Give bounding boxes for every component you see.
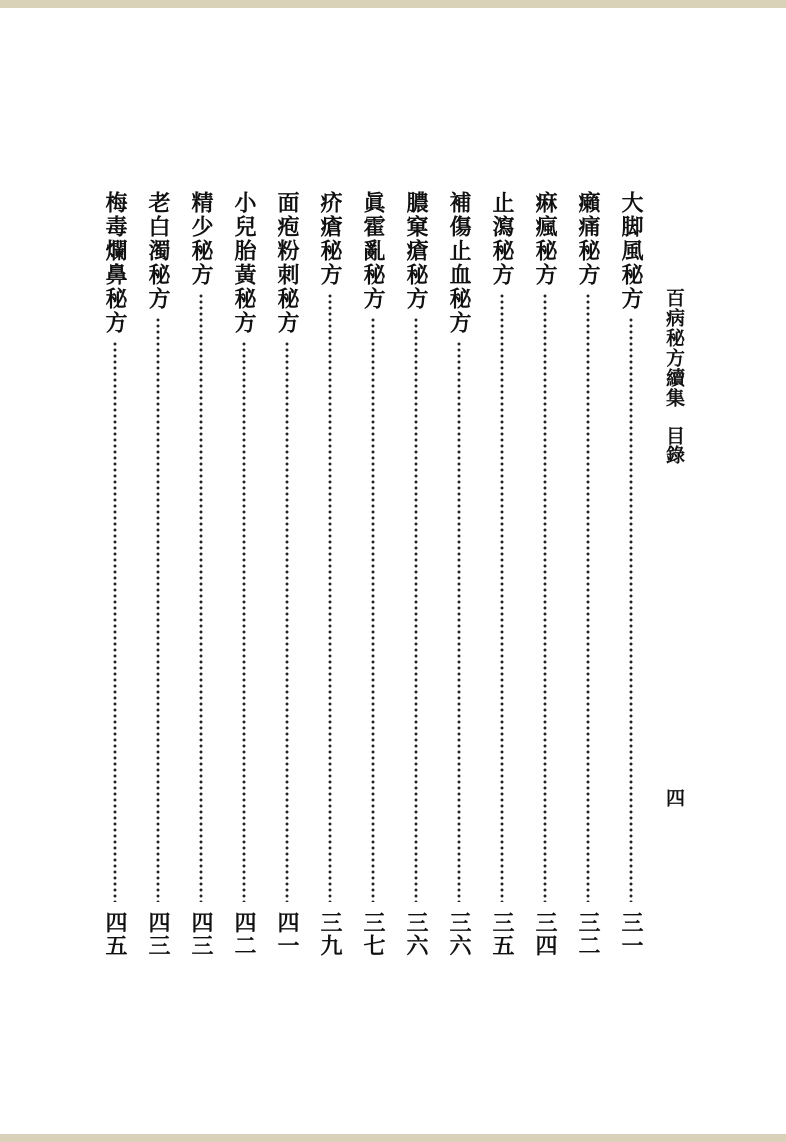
dot-leader [242, 341, 246, 902]
toc-entry-title: 面疱粉刺秘方 [274, 191, 300, 335]
toc-entry-page: 三七 [360, 911, 386, 957]
dot-leader [457, 341, 461, 902]
toc-entry-title: 膿窠瘡秘方 [403, 191, 429, 311]
toc-entry-title: 止瀉秘方 [489, 191, 515, 287]
toc-entry-title: 痳瘋秘方 [532, 191, 558, 287]
toc-entry-page: 三一 [618, 911, 644, 957]
toc-entry-page: 四二 [231, 911, 257, 957]
dot-leader [156, 317, 160, 902]
toc-entry-page: 三六 [446, 911, 472, 957]
dot-leader [371, 317, 375, 902]
toc-entry-page: 三二 [575, 911, 601, 957]
section-label: 目錄 [663, 426, 685, 464]
top-border [0, 0, 786, 8]
toc-entry-page: 三六 [403, 911, 429, 957]
dot-leader [285, 341, 289, 902]
toc-entry-title: 老白濁秘方 [145, 191, 171, 311]
toc-entry-title: 小兒胎黃秘方 [231, 191, 257, 335]
dot-leader [500, 293, 504, 902]
dot-leader [113, 341, 117, 902]
dot-leader [414, 317, 418, 902]
page-number: 四 [663, 788, 685, 807]
toc-entry-page: 四一 [274, 911, 300, 957]
toc-entry-page: 三四 [532, 911, 558, 957]
toc-entry-title: 補傷止血秘方 [446, 191, 472, 335]
toc-entry-page: 三五 [489, 911, 515, 957]
toc-entry-title: 精少秘方 [188, 191, 214, 287]
toc-entry-title: 疥瘡秘方 [317, 191, 343, 287]
toc-entry-title: 大脚風秘方 [618, 191, 644, 311]
toc-entry-page: 三九 [317, 911, 343, 957]
dot-leader [586, 293, 590, 902]
dot-leader [629, 317, 633, 902]
dot-leader [543, 293, 547, 902]
toc-entry-title: 癩痛秘方 [575, 191, 601, 287]
bottom-border [0, 1134, 786, 1142]
dot-leader [328, 293, 332, 902]
toc-entry-page: 四三 [188, 911, 214, 957]
running-title: 百病秘方續集 [663, 288, 685, 408]
dot-leader [199, 293, 203, 902]
toc-entry-page: 四五 [102, 911, 128, 957]
toc-entry-title: 眞霍亂秘方 [360, 191, 386, 311]
toc-entry-page: 四三 [145, 911, 171, 957]
toc-entry-title: 梅毒爛鼻秘方 [102, 191, 128, 335]
book-page [0, 8, 786, 1134]
